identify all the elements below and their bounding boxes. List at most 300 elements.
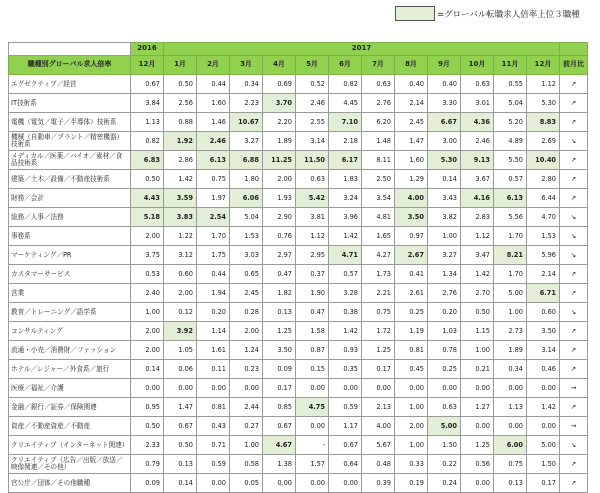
- row-category: 財務／会計: [9, 189, 131, 208]
- value-cell: 0.56: [461, 455, 494, 474]
- value-cell: 2.90: [263, 208, 296, 227]
- value-cell: 4.71: [329, 246, 362, 265]
- value-cell: 0.65: [230, 265, 263, 284]
- value-cell: 0.00: [461, 379, 494, 398]
- value-cell: 4.36: [461, 113, 494, 132]
- value-cell: 1.42: [329, 322, 362, 341]
- value-cell: 2.23: [230, 94, 263, 113]
- row-category: 官公庁／団体／その他職種: [9, 474, 131, 493]
- value-cell: 1.61: [197, 341, 230, 360]
- value-cell: 4.27: [362, 246, 395, 265]
- value-cell: 5.50: [494, 151, 527, 170]
- value-cell: 3.12: [164, 246, 197, 265]
- value-cell: 1.29: [395, 170, 428, 189]
- trend-arrow-icon: ↗: [560, 322, 588, 341]
- value-cell: 1.53: [527, 227, 560, 246]
- value-cell: 0.67: [164, 417, 197, 436]
- value-cell: 1.00: [131, 303, 164, 322]
- row-category: ホテル／レジャー／外食系／旅行: [9, 360, 131, 379]
- trend-arrow-icon: ↗: [560, 170, 588, 189]
- value-cell: 5.96: [527, 246, 560, 265]
- value-cell: 2.69: [527, 132, 560, 151]
- value-cell: 1.97: [197, 189, 230, 208]
- value-cell: 8.11: [362, 151, 395, 170]
- value-cell: 2.18: [329, 132, 362, 151]
- value-cell: 3.03: [230, 246, 263, 265]
- row-category: 建築／土木／設備／不動産技術系: [9, 170, 131, 189]
- year-row: [9, 43, 588, 56]
- value-cell: 0.00: [428, 379, 461, 398]
- value-cell: 3.96: [329, 208, 362, 227]
- row-category: 営業: [9, 284, 131, 303]
- value-cell: 0.00: [296, 474, 329, 493]
- value-cell: 1.82: [263, 284, 296, 303]
- value-cell: 0.05: [230, 474, 263, 493]
- value-cell: 1.00: [461, 341, 494, 360]
- value-cell: 0.69: [263, 75, 296, 94]
- value-cell: 0.00: [296, 417, 329, 436]
- value-cell: 0.85: [263, 398, 296, 417]
- value-cell: 1.05: [164, 341, 197, 360]
- value-cell: 1.70: [197, 227, 230, 246]
- table-row: [9, 455, 588, 474]
- value-cell: -: [296, 436, 329, 455]
- table-row: [9, 398, 588, 417]
- value-cell: 6.20: [362, 113, 395, 132]
- header-month: 10月: [461, 56, 494, 75]
- header-month: 1月: [164, 56, 197, 75]
- header-month: 9月: [428, 56, 461, 75]
- table-row: [9, 94, 588, 113]
- value-cell: 0.67: [131, 75, 164, 94]
- value-cell: 0.71: [197, 436, 230, 455]
- trend-arrow-icon: ↘: [560, 208, 588, 227]
- trend-arrow-icon: ↗: [560, 284, 588, 303]
- value-cell: 8.21: [494, 246, 527, 265]
- value-cell: 6.67: [428, 113, 461, 132]
- value-cell: 2.00: [395, 417, 428, 436]
- value-cell: 3.83: [164, 208, 197, 227]
- value-cell: 3.47: [461, 246, 494, 265]
- value-cell: 0.00: [197, 379, 230, 398]
- value-cell: 4.89: [494, 132, 527, 151]
- value-cell: 0.00: [197, 474, 230, 493]
- value-cell: 6.44: [527, 189, 560, 208]
- value-cell: 0.37: [296, 265, 329, 284]
- value-cell: 0.57: [494, 170, 527, 189]
- value-cell: 1.27: [461, 398, 494, 417]
- header-month: 12月: [131, 56, 164, 75]
- value-cell: 0.47: [296, 303, 329, 322]
- value-cell: 6.83: [131, 151, 164, 170]
- value-cell: 2.00: [131, 341, 164, 360]
- value-cell: 0.50: [461, 303, 494, 322]
- value-cell: 0.75: [494, 455, 527, 474]
- value-cell: 2.40: [131, 284, 164, 303]
- value-cell: 0.55: [494, 75, 527, 94]
- value-cell: 1.89: [494, 341, 527, 360]
- trend-arrow-icon: ↗: [560, 265, 588, 284]
- table-row: [9, 322, 588, 341]
- value-cell: 0.40: [428, 75, 461, 94]
- value-cell: 4.16: [461, 189, 494, 208]
- value-cell: 10.67: [230, 113, 263, 132]
- value-cell: 0.13: [494, 474, 527, 493]
- table-row: [9, 436, 588, 455]
- trend-arrow-icon: ↘: [560, 303, 588, 322]
- value-cell: 1.42: [164, 170, 197, 189]
- value-cell: 0.97: [395, 227, 428, 246]
- value-cell: 2.00: [230, 322, 263, 341]
- trend-arrow-icon: ↗: [560, 398, 588, 417]
- value-cell: 5.00: [527, 436, 560, 455]
- value-cell: 4.81: [362, 208, 395, 227]
- value-cell: 1.70: [494, 265, 527, 284]
- table-row: [9, 132, 588, 151]
- value-cell: 2.86: [164, 151, 197, 170]
- value-cell: 0.17: [263, 379, 296, 398]
- value-cell: 0.00: [461, 417, 494, 436]
- value-cell: 1.73: [362, 265, 395, 284]
- header-month: 12月: [527, 56, 560, 75]
- value-cell: 0.50: [164, 75, 197, 94]
- value-cell: 2.14: [527, 265, 560, 284]
- value-cell: 0.00: [296, 379, 329, 398]
- value-cell: 0.82: [131, 132, 164, 151]
- value-cell: 0.75: [362, 303, 395, 322]
- value-cell: 0.14: [428, 170, 461, 189]
- trend-arrow-icon: ↗: [560, 341, 588, 360]
- value-cell: 0.14: [131, 360, 164, 379]
- value-cell: 2.54: [197, 208, 230, 227]
- value-cell: 0.95: [131, 398, 164, 417]
- row-category: 資産／不動産資産／不動産: [9, 417, 131, 436]
- value-cell: 0.82: [329, 75, 362, 94]
- value-cell: 0.79: [131, 455, 164, 474]
- value-cell: 2.46: [197, 132, 230, 151]
- value-cell: 1.15: [461, 322, 494, 341]
- value-cell: 0.00: [395, 379, 428, 398]
- value-cell: 5.18: [131, 208, 164, 227]
- value-cell: 0.50: [164, 436, 197, 455]
- trend-arrow-icon: ↘: [560, 246, 588, 265]
- value-cell: 6.13: [494, 189, 527, 208]
- value-cell: 1.00: [395, 398, 428, 417]
- value-cell: 0.25: [395, 303, 428, 322]
- value-cell: 4.75: [296, 398, 329, 417]
- value-cell: 0.67: [263, 417, 296, 436]
- value-cell: 3.70: [263, 94, 296, 113]
- value-cell: 2.13: [362, 398, 395, 417]
- value-cell: 1.03: [428, 322, 461, 341]
- value-cell: 5.42: [296, 189, 329, 208]
- value-cell: 1.12: [296, 227, 329, 246]
- value-cell: 1.42: [527, 398, 560, 417]
- value-cell: 9.13: [461, 151, 494, 170]
- value-cell: 0.67: [329, 436, 362, 455]
- value-cell: 1.65: [362, 227, 395, 246]
- value-cell: 2.44: [230, 398, 263, 417]
- value-cell: 3.59: [164, 189, 197, 208]
- value-cell: 2.46: [296, 94, 329, 113]
- value-cell: 0.46: [527, 360, 560, 379]
- table-row: [9, 474, 588, 493]
- value-cell: 3.50: [395, 208, 428, 227]
- value-cell: 1.57: [296, 455, 329, 474]
- trend-arrow-icon: ↘: [560, 227, 588, 246]
- value-cell: 0.27: [230, 417, 263, 436]
- value-cell: 0.50: [131, 170, 164, 189]
- value-cell: 3.43: [428, 189, 461, 208]
- value-cell: 10.40: [527, 151, 560, 170]
- value-cell: 0.57: [329, 265, 362, 284]
- value-cell: 0.13: [164, 455, 197, 474]
- value-cell: 3.14: [527, 341, 560, 360]
- value-cell: 0.00: [494, 417, 527, 436]
- value-cell: 0.39: [362, 474, 395, 493]
- table-row: [9, 417, 588, 436]
- value-cell: 1.25: [362, 341, 395, 360]
- value-cell: 1.14: [197, 322, 230, 341]
- value-cell: 1.72: [362, 322, 395, 341]
- row-category: IT技術系: [9, 94, 131, 113]
- job-ratio-table: [8, 42, 588, 493]
- table-row: [9, 75, 588, 94]
- value-cell: 0.11: [197, 360, 230, 379]
- trend-arrow-icon: →: [560, 379, 588, 398]
- value-cell: 0.60: [164, 265, 197, 284]
- value-cell: 1.50: [428, 436, 461, 455]
- value-cell: 5.30: [428, 151, 461, 170]
- value-cell: 0.52: [296, 75, 329, 94]
- value-cell: 0.93: [329, 341, 362, 360]
- value-cell: 1.12: [461, 227, 494, 246]
- table-row: [9, 284, 588, 303]
- value-cell: 1.42: [461, 265, 494, 284]
- value-cell: 3.00: [428, 132, 461, 151]
- value-cell: 0.09: [263, 360, 296, 379]
- value-cell: 1.00: [494, 303, 527, 322]
- value-cell: 6.06: [230, 189, 263, 208]
- value-cell: 2.67: [395, 246, 428, 265]
- value-cell: 1.83: [329, 170, 362, 189]
- value-cell: 2.45: [395, 113, 428, 132]
- value-cell: 5.04: [230, 208, 263, 227]
- value-cell: 2.56: [164, 94, 197, 113]
- value-cell: 0.13: [263, 303, 296, 322]
- value-cell: 1.48: [362, 132, 395, 151]
- value-cell: 1.25: [461, 436, 494, 455]
- value-cell: 3.75: [131, 246, 164, 265]
- table-row: [9, 360, 588, 379]
- row-category: 電機（電気／電子／半導体）技術系: [9, 113, 131, 132]
- value-cell: 2.70: [461, 284, 494, 303]
- value-cell: 5.30: [527, 94, 560, 113]
- value-cell: 0.09: [131, 474, 164, 493]
- value-cell: 3.14: [296, 132, 329, 151]
- row-category: 教育／トレーニング／語学系: [9, 303, 131, 322]
- value-cell: 0.38: [329, 303, 362, 322]
- value-cell: 1.22: [164, 227, 197, 246]
- value-cell: 0.17: [527, 474, 560, 493]
- value-cell: 2.73: [494, 322, 527, 341]
- row-category: 流通・小売／消費財／ファッション: [9, 341, 131, 360]
- value-cell: 1.19: [395, 322, 428, 341]
- trend-arrow-icon: ↗: [560, 360, 588, 379]
- trend-arrow-icon: ↗: [560, 75, 588, 94]
- value-cell: 1.13: [494, 398, 527, 417]
- value-cell: 2.21: [362, 284, 395, 303]
- value-cell: 0.00: [164, 379, 197, 398]
- header-month: 6月: [329, 56, 362, 75]
- row-category: クリエイティブ（インターネット関連）: [9, 436, 131, 455]
- value-cell: 3.50: [263, 341, 296, 360]
- value-cell: 3.01: [461, 94, 494, 113]
- value-cell: 0.21: [461, 360, 494, 379]
- row-category: 事務系: [9, 227, 131, 246]
- value-cell: 11.25: [263, 151, 296, 170]
- value-cell: 2.83: [461, 208, 494, 227]
- table-row: [9, 341, 588, 360]
- value-cell: 0.34: [494, 360, 527, 379]
- value-cell: 0.14: [164, 474, 197, 493]
- value-cell: 0.63: [461, 75, 494, 94]
- value-cell: 1.92: [164, 132, 197, 151]
- value-cell: 2.61: [395, 284, 428, 303]
- value-cell: 4.00: [395, 189, 428, 208]
- value-cell: 0.41: [395, 265, 428, 284]
- value-cell: 5.67: [362, 436, 395, 455]
- value-cell: 0.33: [395, 455, 428, 474]
- value-cell: 3.82: [428, 208, 461, 227]
- value-cell: 0.59: [329, 398, 362, 417]
- value-cell: 1.60: [197, 94, 230, 113]
- value-cell: 0.15: [296, 360, 329, 379]
- value-cell: 1.53: [230, 227, 263, 246]
- row-category: マーケティング／PR: [9, 246, 131, 265]
- value-cell: 5.04: [494, 94, 527, 113]
- value-cell: 0.20: [428, 303, 461, 322]
- row-category: カスタマーサービス: [9, 265, 131, 284]
- value-cell: 1.24: [230, 341, 263, 360]
- value-cell: 6.17: [329, 151, 362, 170]
- value-cell: 3.24: [329, 189, 362, 208]
- value-cell: 0.00: [527, 379, 560, 398]
- row-category: 金融／銀行／証券／保険関連: [9, 398, 131, 417]
- trend-arrow-icon: ↗: [560, 474, 588, 493]
- legend: [395, 6, 580, 21]
- header-category: 職種別グローバル求人倍率: [9, 56, 131, 75]
- value-cell: 8.83: [527, 113, 560, 132]
- table-row: [9, 208, 588, 227]
- value-cell: 6.00: [494, 436, 527, 455]
- table-row: [9, 151, 588, 170]
- value-cell: 1.25: [263, 322, 296, 341]
- value-cell: 3.92: [164, 322, 197, 341]
- value-cell: 0.63: [428, 398, 461, 417]
- trend-arrow-icon: →: [560, 417, 588, 436]
- row-category: コンサルティング: [9, 322, 131, 341]
- value-cell: 0.00: [329, 379, 362, 398]
- value-cell: 5.20: [494, 113, 527, 132]
- trend-arrow-icon: ↘: [560, 436, 588, 455]
- value-cell: 4.67: [263, 436, 296, 455]
- value-cell: 2.46: [461, 132, 494, 151]
- value-cell: 5.00: [428, 417, 461, 436]
- value-cell: 2.33: [131, 436, 164, 455]
- value-cell: 0.88: [164, 113, 197, 132]
- year-2016: 2016: [131, 43, 164, 56]
- value-cell: 1.13: [131, 113, 164, 132]
- value-cell: 2.00: [131, 227, 164, 246]
- value-cell: 0.17: [362, 360, 395, 379]
- value-cell: 3.28: [329, 284, 362, 303]
- value-cell: 6.13: [197, 151, 230, 170]
- value-cell: 3.50: [527, 322, 560, 341]
- value-cell: 4.43: [131, 189, 164, 208]
- value-cell: 1.00: [230, 436, 263, 455]
- value-cell: 5.00: [494, 284, 527, 303]
- row-category: エグゼクティブ／経営: [9, 75, 131, 94]
- year-blank-cell-end: [560, 43, 588, 56]
- value-cell: 6.71: [527, 284, 560, 303]
- header-month: 2月: [197, 56, 230, 75]
- value-cell: 0.00: [329, 474, 362, 493]
- legend-text: =グローバル転職求人倍率上位３職種: [437, 9, 580, 20]
- value-cell: 0.63: [296, 170, 329, 189]
- value-cell: 1.70: [494, 227, 527, 246]
- table-row: [9, 379, 588, 398]
- value-cell: 1.00: [428, 227, 461, 246]
- value-cell: 0.00: [527, 417, 560, 436]
- value-cell: 1.50: [527, 455, 560, 474]
- value-cell: 2.14: [395, 94, 428, 113]
- value-cell: 0.00: [131, 379, 164, 398]
- table-row: [9, 189, 588, 208]
- value-cell: 0.25: [428, 360, 461, 379]
- value-cell: 0.40: [395, 75, 428, 94]
- value-cell: 0.00: [461, 474, 494, 493]
- value-cell: 1.38: [263, 455, 296, 474]
- value-cell: 0.44: [197, 75, 230, 94]
- value-cell: 1.47: [395, 132, 428, 151]
- value-cell: 0.63: [362, 75, 395, 94]
- value-cell: 3.30: [428, 94, 461, 113]
- row-category: クリエイティブ（広告／出版／放送／映像関連／その他）: [9, 455, 131, 474]
- value-cell: 3.54: [362, 189, 395, 208]
- value-cell: 0.58: [230, 455, 263, 474]
- value-cell: 1.42: [329, 227, 362, 246]
- value-cell: 0.28: [230, 303, 263, 322]
- value-cell: 1.34: [428, 265, 461, 284]
- value-cell: 1.46: [197, 113, 230, 132]
- value-cell: 1.80: [230, 170, 263, 189]
- table-row: [9, 246, 588, 265]
- value-cell: 2.00: [164, 284, 197, 303]
- header-month: 8月: [395, 56, 428, 75]
- value-cell: 0.22: [428, 455, 461, 474]
- value-cell: 2.76: [362, 94, 395, 113]
- value-cell: 3.81: [296, 208, 329, 227]
- trend-arrow-icon: ↘: [560, 132, 588, 151]
- trend-arrow-icon: ↗: [560, 113, 588, 132]
- value-cell: 0.60: [527, 303, 560, 322]
- value-cell: 0.35: [329, 360, 362, 379]
- header-month: 3月: [230, 56, 263, 75]
- value-cell: 4.70: [527, 208, 560, 227]
- value-cell: 7.10: [329, 113, 362, 132]
- value-cell: 0.64: [329, 455, 362, 474]
